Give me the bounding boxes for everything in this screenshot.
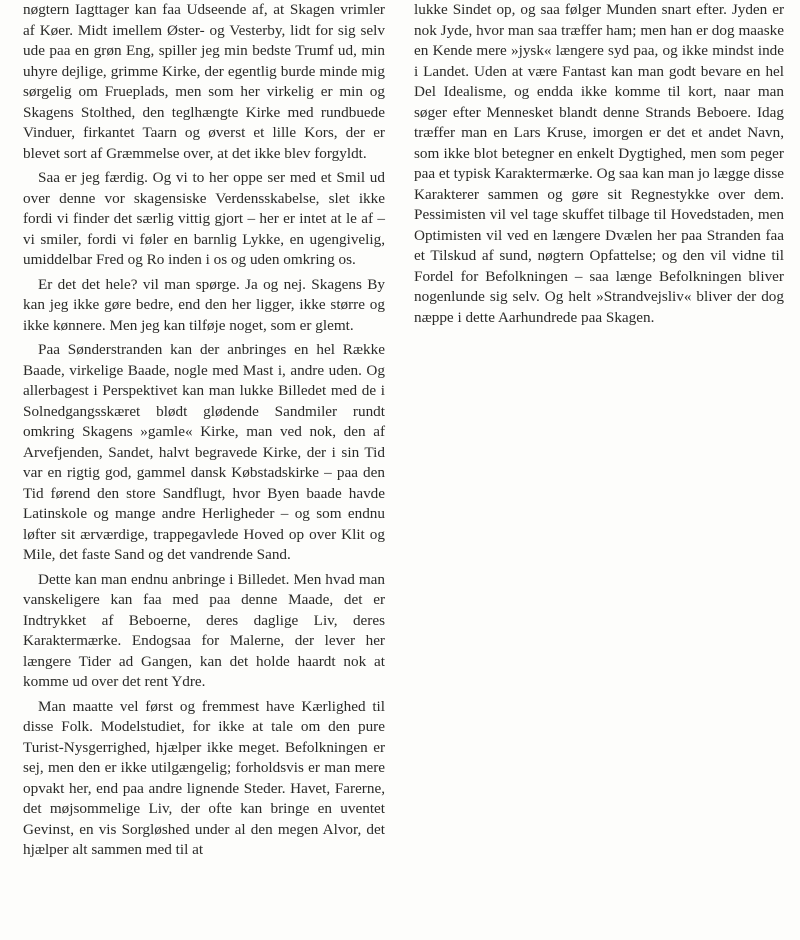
paragraph-1: nøgtern Iagttager kan faa Udseende af, at Skagen vrimler af Køer. Midt imellem Øster- og Vesterby, lidt for sig selv ude paa en grøn Eng, spiller jeg min bedste Trumf ud, min uhyre dejlige, grimme Kirke, der egentlig burde minde mig sørgelig om Fruеplads, men som her virkelig er min og Skagens Stolthed, den teglhængte Kirke med rundbuede Vinduer, firkantet Taarn og øverst et lille Kors, der er blevet sort af Græmmelse over, at det ikke blev forgyldt. (23, 1, 385, 162)
paragraph-3: Er det det hele? vil man spørge. Ja og nej. Skagens By kan jeg ikke gøre bedre, end den her ligger, ikke større og ikke kønnere. Men jeg kan tilføje noget, som er glemt. (23, 275, 385, 334)
left-text-column (23, 0, 385, 865)
paragraph-7: lukke Sindet op, og saa følger Munden snart efter. Jyden er nok Jyde, hvor man saa træffer ham; men han er dog maaske en Kende mere »jysk« længere syd paa, og ikke mindst inde i Landet. Uden at være Fantast kan man godt bevare en hel Del Idealisme, og endda ikke komme til kort, naar man søger efter Mennesket blandt denne Strands Beboere. Idag træffer man en Lars Kruse, imorgen er det et andet Navn, som ikke blot betegner en enkelt Dygtighed, men som peger paa et typisk Karaktermærke. Og saa kan man jo lægge disse Karakterer sammen og gøre sit Regnestykke over dem. Pessimisten vil vel tage skuffet tilbage til Hovedstaden, men Optimisten vil ved en længere Dvælen her paa Stranden faa et Tilskud af sund, nøgtern Opfattelse; og den vil vidne til Fordel for Befolkningen – saa længe Befolkningen bliver nogenlunde sig selv. Og helt »Strandvejsliv« bliver der dog næppe i dette Aarhundrede paa Skagen. (414, 1, 784, 326)
paragraph-4: Paa Sønderstranden kan der anbringes en hel Række Baade, virkelige Baade, nogle med Mast i, andre uden. Og allerbagest i Perspektivet kan man lukke Billedet med de i Solnedgangsskæret blødt glødende Sandmiler rundt omkring Skagens »gamle« Kirke, man ved nok, den af Arvefjenden, Sandet, halvt begravede Kirke, der i sin Tid var en rigtig god, gammel dansk Købstadskirke – paa den Tid førend den store Sandflugt, hvor Byen baade havde Latinskole og mange andre Herligheder – og som endnu løfter sit ærværdige, trappegavlede Hoved op over Klit og Mile, det faste Sand og det vandrende Sand. (23, 341, 385, 563)
right-text-column (414, 0, 784, 332)
paragraph-5: Dette kan man endnu anbringe i Billedet. Men hvad man vanskeligere kan faa med paa denne Maade, det er Indtrykket af Beboerne, deres daglige Liv, deres Karaktermærke. Endogsaa for Malerne, der lever her længere Tider ad Gangen, kan det holde haardt nok at komme ud over det rent Ydre. (23, 570, 385, 690)
paragraph-6: Man maatte vel først og fremmest have Kærlighed til disse Folk. Modelstudiet, for ikke at tale om den pure Turist-Nysgerrighed, hjælper ikke meget. Befolkningen er sej, men den er ikke utilgængelig; forholdsvis er man mere opvakt her, end paa andre lignende Steder. Havet, Farerne, det møjsommelige Liv, der ofte kan bringe en uventet Gevinst, en vis Sorgløshed under al den megen Alvor, det hjælper alt sammen med til at (23, 697, 385, 858)
paragraph-2: Saa er jeg færdig. Og vi to her oppe ser med et Smil ud over denne vor skagensiske Verdensskabelse, slet ikke fordi vi finder det særlig vittig gjort – her er intet at le af – vi smiler, fordi vi føler en barnlig Lykke, en ugengivelig, umiddelbar Fred og Ro inden i os og uden omkring os. (23, 169, 385, 268)
